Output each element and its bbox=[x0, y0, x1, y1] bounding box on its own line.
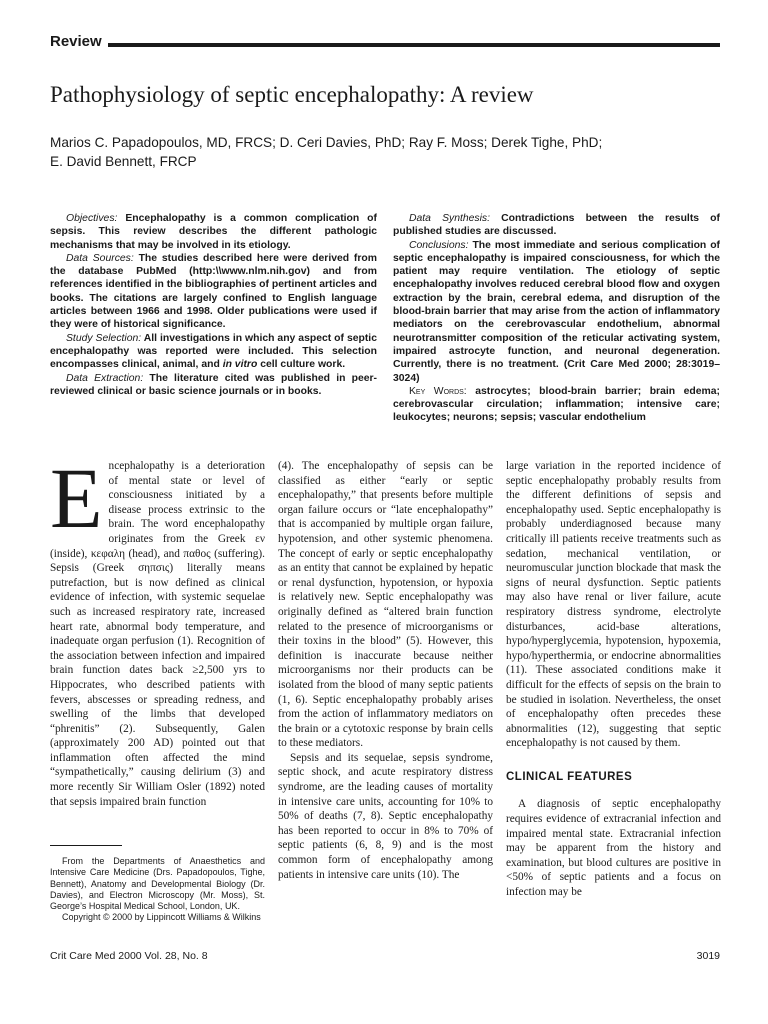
section-label: Review bbox=[50, 33, 102, 50]
objectives-text: Encephalopathy is a common complication of sepsis. This review describes the different pathologic mechanisms that may be involved in its etiology. bbox=[50, 213, 377, 251]
body-column-3 bbox=[506, 459, 721, 900]
data-synthesis-label: Data Synthesis: bbox=[409, 213, 491, 224]
body-paragraph: (4). The encephalopathy of sepsis can be classified as either “early or septic encephalopathy,” that presents before multiple organ failure occurs or “late encephalopathy” that is accompanied by multiple organ failure, hypotension, and other systemic phenomena. The concept of early or septic encephalopathy as an entity that cannot be explained by hepatic or renal dysfunction, hypotension, or hypoxia is relatively new. Septic encephalopathy was originally defined as “altered brain function related to the presence of microorganisms or their toxins in the blood” (5). However, this definition is inaccurate because neither microorganisms nor their products can be isolated from the blood of many septic patients (1, 6). Septic encephalopathy probably arises from the action of inflammatory mediators on the brain or a cytotoxic response by brain cells to these mediators. bbox=[278, 460, 493, 750]
objectives-label: Objectives: bbox=[66, 213, 118, 224]
abstract-data-extraction bbox=[50, 372, 377, 399]
abstract-study-selection bbox=[50, 332, 377, 372]
abstract-conclusions bbox=[393, 239, 720, 385]
body-paragraph: large variation in the reported incidence of septic encephalopathy probably results from the different definitions of sepsis and encephalopathy used. Septic encephalopathy is probably underdiagnosed because many critically ill patients receive treatments such as sedation, mechanical ventilation, or neuromuscular junction blockade that mask the signs of neural dysfunction. Septic patients may also have renal or liver failure, acute respiratory distress syndrome, electrolyte disturbances, acid-base alterations, hypo/hyperglycemia, hypotension, hypoxemia, hypo/hyperthermia, or endocrine abnormalities (11). These associated conditions make it difficult for the effects of sepsis on the brain to be studied in isolation. Nevertheless, the onset of encephalopathy often precedes these abnormalities (12), suggesting that septic encephalopathy is not caused by them. bbox=[506, 460, 721, 750]
body-column-2 bbox=[278, 459, 493, 882]
data-extraction-text: The literature cited was published in peer-reviewed clinical or basic science journals or in books. bbox=[50, 372, 378, 397]
abstract-objectives bbox=[50, 212, 377, 252]
conclusions-label: Conclusions: bbox=[409, 239, 469, 251]
abstract-data-synthesis bbox=[393, 212, 720, 239]
article-title: Pathophysiology of septic encephalopathy: A review bbox=[50, 82, 534, 107]
abstract-right-column bbox=[393, 212, 720, 425]
intro-text: ncephalopathy is a deterioration of mental state or level of consciousness initiated by a disease process extrinsic to the brain. The word encephalopathy originates from the Greek εν (inside), κεφαλη (head), and παθος (suffering). Sepsis (Greek σηπσις) literally means putrefaction, but is now defined as clinical evidence of infection, with systemic sequelae such as increased respiratory rate, increased heart rate, abnormal body temperature, and inadequate organ perfusion (1). Recognition of the association between infection and impaired brain function dates back ≥2,500 yrs to Hippocrates, who described patients with fevers, abscesses or spreading redness, and swelling of the limbs that developed “phrenitis” (2). Subsequently, Galen (approximately 200 AD) pointed out that inflammation often affected the mind “sympathetically,” causing delirium (3) and more recently Sir William Osler (1892) noted that sepsis impaired brain function bbox=[50, 460, 265, 808]
authors-line-1: Marios C. Papadopoulos, MD, FRCS; D. Ceri Davies, PhD; Ray F. Moss; Derek Tighe, PhD; bbox=[50, 135, 603, 150]
abstract-keywords bbox=[393, 385, 720, 425]
drop-cap: E bbox=[50, 450, 103, 546]
study-selection-label: Study Selection: bbox=[66, 332, 142, 344]
footnote-affiliation: From the Departments of Anaesthetics and Intensive Care Medicine (Drs. Papadopoulos, Tighe, Bennett), Anatomy and Developmental Biology (Dr. Davies), and Electron Microscopy (Mr. Moss), St. George’s Hospital Medical School, London, UK. bbox=[50, 856, 265, 912]
body-paragraph: A diagnosis of septic encephalopathy requires evidence of extracranial infection and impaired mental state. Extracranial infection may be apparent from the history and examination, but blood cultures are positive in <50% of septic patients and a focus on infection may be bbox=[506, 798, 721, 899]
data-sources-label: Data Sources: bbox=[66, 252, 134, 264]
study-selection-italic: in vitro bbox=[222, 359, 258, 371]
body-paragraph: Sepsis and its sequelae, sepsis syndrome, septic shock, and acute respiratory distress syndrome, are the leading causes of mortality in intensive care units, accounting for 10% to 50% of deaths (7, 8). Septic encephalopathy has been reported to occur in 8% to 70% of septic patients (6, 8, 9) and is the most common form of encephalopathy among patients in intensive care units (10). The bbox=[278, 751, 493, 881]
footnote bbox=[50, 856, 265, 924]
intro-paragraph bbox=[50, 450, 265, 809]
footnote-rule bbox=[50, 845, 122, 846]
footnote-copyright: Copyright © 2000 by Lippincott Williams & Wilkins bbox=[62, 912, 261, 923]
section-heading-clinical-features: CLINICAL FEATURES bbox=[506, 770, 633, 783]
data-synthesis-text: Contradictions between the results of published studies are discussed. bbox=[393, 213, 720, 238]
journal-citation: Crit Care Med 2000 Vol. 28, No. 8 bbox=[50, 950, 208, 962]
data-extraction-label: Data Extraction: bbox=[66, 372, 144, 384]
header-rule bbox=[108, 43, 720, 47]
page-number: 3019 bbox=[696, 950, 720, 962]
body-column-1 bbox=[50, 450, 265, 809]
abstract-data-sources bbox=[50, 252, 377, 332]
data-sources-text: The studies described here were derived from the database PubMed (http:\\www.nlm.nih.gov) and from references identified in the bibliographies of pertinent articles and books. The citations are largely confined to English language articles between 1966 and 1998. Older publications were used if they were of historical significance. bbox=[50, 252, 378, 331]
authors-line-2: E. David Bennett, FRCP bbox=[50, 154, 197, 169]
keywords-text: astrocytes; blood-brain barrier; brain edema; cerebrovascular circulation; inflammation; intensive care; leukocytes; neurons; sepsis; vascular endothelium bbox=[393, 385, 720, 424]
keywords-label: Key Words: bbox=[409, 385, 467, 397]
study-selection-text-end: cell culture work. bbox=[260, 359, 346, 371]
study-selection-text: All investigations in which any aspect of septic encephalopathy was reported were included. This selection encompasses clinical, animal, and bbox=[50, 332, 377, 371]
author-list bbox=[50, 133, 730, 171]
conclusions-text: The most immediate and serious complication of septic encephalopathy is impaired consciousness, for which the patient may require ventilation. The etiology of septic encephalopathy involves reduced cerebral blood flow and oxygen extraction by the brain, cerebral edema, and disruption of the blood-brain barrier that may arise from the action of inflammatory mediators on the cerebrovascular endothelium, abnormal neurotransmitter composition of the reticular activating system, impaired astrocyte function, and neuronal degeneration. Currently, there is no treatment. (Crit Care Med 2000; 28:3019–3024) bbox=[393, 239, 721, 384]
abstract-left-column bbox=[50, 212, 377, 398]
